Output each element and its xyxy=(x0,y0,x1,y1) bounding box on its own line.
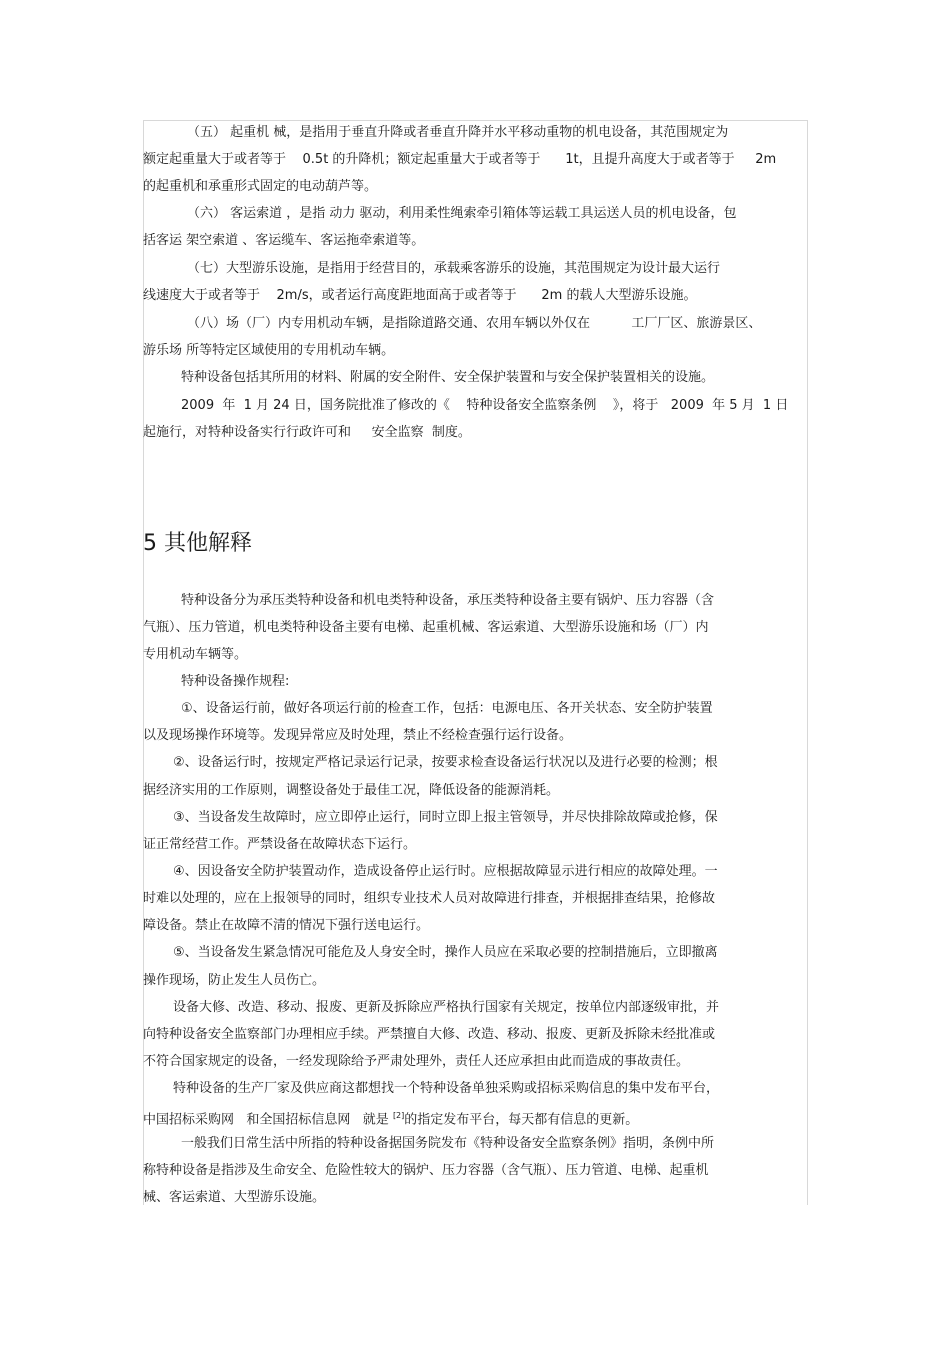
paragraph-line: 向特种设备安全监察部门办理相应手续。严禁擅自大修、改造、移动、报废、更新及拆除未经批准或 xyxy=(143,1027,716,1042)
paragraph-line: 游乐场 所等特定区域使用的专用机动车辆。 xyxy=(143,343,395,358)
paragraph-line: 特种设备操作规程: xyxy=(181,674,290,689)
paragraph-line: 时难以处理的，应在上报领导的同时，组织专业技术人员对故障进行排查，并根据排查结果，抢修故 xyxy=(143,891,716,906)
inline-text: 的指定发布平台，每天都有信息的更新。 xyxy=(404,1112,639,1128)
paragraph-line: 以及现场操作环境等。发现异常应及时处理，禁止不经检查强行运行设备。 xyxy=(143,728,573,743)
paragraph-line: 一般我们日常生活中所指的特种设备据国务院发布《特种设备安全监察条例》指明，条例中所 xyxy=(181,1136,715,1151)
paragraph-line: 专用机动车辆等。 xyxy=(143,647,248,662)
section-heading: 5 其他解释 xyxy=(143,531,252,556)
paragraph-line: 特种设备包括其所用的材料、附属的安全附件、安全保护装置和与安全保护装置相关的设施。 xyxy=(181,370,715,385)
paragraph-line: 证正常经营工作。严禁设备在故障状态下运行。 xyxy=(143,837,417,852)
paragraph-line: ①、设备运行前，做好各项运行前的检查工作，包括：电源电压、各开关状态、安全防护装置 xyxy=(181,701,713,716)
paragraph-line: 操作现场，防止发生人员伤亡。 xyxy=(143,973,326,988)
paragraph-line: 起施行，对特种设备实行行政许可和 安全监察 制度。 xyxy=(143,425,471,440)
paragraph-line: 障设备。禁止在故障不清的情况下强行送电运行。 xyxy=(143,918,430,933)
paragraph-line: 2009 年 1 月 24 日，国务院批准了修改的《 特种设备安全监察条例 》，将于 2009 年 5 月 1 日 xyxy=(181,398,789,413)
paragraph-line: 特种设备的生产厂家及供应商这都想找一个特种设备单独采购或招标采购信息的集中发布平台， xyxy=(173,1081,720,1096)
paragraph-line: （七）大型游乐设施，是指用于经营目的，承载乘客游乐的设施，其范围规定为设计最大运行 xyxy=(187,261,721,276)
paragraph-line: 械、客运索道、大型游乐设施。 xyxy=(143,1190,326,1205)
paragraph-line: （六） 客运索道 ，是指 动力 驱动，利用柔性绳索牵引箱体等运载工具运送人员的机电设备，包 xyxy=(187,206,737,221)
paragraph-line: （八）场（厂）内专用机动车辆，是指除道路交通、农用车辆以外仅在 工厂厂区、旅游景区、 xyxy=(187,316,762,331)
paragraph-line: 气瓶）、压力管道，机电类特种设备主要有电梯、起重机械、客运索道、大型游乐设施和场（厂）内 xyxy=(143,620,709,635)
paragraph-line: ②、设备运行时，按规定严格记录运行记录，按要求检查设备运行状况以及进行必要的检测；根 xyxy=(173,755,718,770)
paragraph-line xyxy=(143,1108,638,1128)
inline-text: 中国招标采购网 和全国招标信息网 就是 xyxy=(143,1112,393,1128)
paragraph-line: ③、当设备发生故障时，应立即停止运行，同时立即上报主管领导，并尽快排除故障或抢修，保 xyxy=(173,810,718,825)
footnote-ref: [2] xyxy=(392,1111,405,1120)
paragraph-line: 称特种设备是指涉及生命安全、危险性较大的锅炉、压力容器（含气瓶）、压力管道、电梯、起重机 xyxy=(143,1163,709,1178)
paragraph-line: 括客运 架空索道 、客运缆车、客运拖牵索道等。 xyxy=(143,233,425,248)
paragraph-line: 线速度大于或者等于 2m/s，或者运行高度距地面高于或者等于 2m 的载人大型游乐设施。 xyxy=(143,288,697,303)
paragraph-line: （五） 起重机 械，是指用于垂直升降或者垂直升降并水平移动重物的机电设备，其范围规定为 xyxy=(187,125,729,140)
page-frame-top xyxy=(143,120,808,121)
paragraph-line: ⑤、当设备发生紧急情况可能危及人身安全时，操作人员应在采取必要的控制措施后，立即撤离 xyxy=(173,945,718,960)
paragraph-line: ④、因设备安全防护装置动作，造成设备停止运行时。应根据故障显示进行相应的故障处理。一 xyxy=(173,864,718,879)
paragraph-line: 特种设备分为承压类特种设备和机电类特种设备，承压类特种设备主要有锅炉、压力容器（含 xyxy=(181,593,715,608)
paragraph-line: 的起重机和承重形式固定的电动葫芦等。 xyxy=(143,179,378,194)
paragraph-line: 据经济实用的工作原则，调整设备处于最佳工况，降低设备的能源消耗。 xyxy=(143,783,560,798)
paragraph-line: 设备大修、改造、移动、报废、更新及拆除应严格执行国家有关规定，按单位内部逐级审批，并 xyxy=(173,1000,720,1015)
paragraph-line: 不符合国家规定的设备，一经发现除给予严肃处理外，责任人还应承担由此而造成的事故责任。 xyxy=(143,1054,690,1069)
page-frame-right xyxy=(807,120,808,1205)
paragraph-line: 额定起重量大于或者等于 0.5t 的升降机；额定起重量大于或者等于 1t，且提升高度大于或者等于 2m xyxy=(143,152,777,167)
